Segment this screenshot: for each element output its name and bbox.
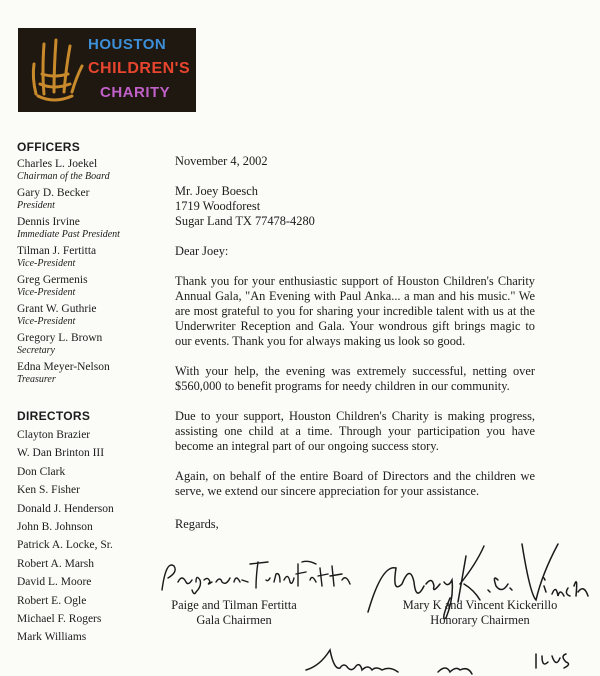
director-name: Ken S. Fisher — [17, 484, 80, 497]
closing: Regards, — [175, 517, 219, 531]
officer-entry — [17, 303, 157, 328]
officer-title: President — [17, 200, 55, 211]
charity-logo — [18, 28, 196, 112]
officers-list — [17, 158, 157, 386]
signature-block-gala — [160, 598, 308, 628]
officer-name: Edna Meyer-Nelson — [17, 361, 110, 373]
officers-heading: OFFICERS — [17, 140, 81, 154]
officer-entry — [17, 361, 157, 386]
director-name: Mark Williams — [17, 631, 87, 644]
director-name: David L. Moore — [17, 576, 92, 589]
director-name: Donald J. Henderson — [17, 502, 114, 515]
signer-name: Paige and Tilman Fertitta — [171, 598, 297, 612]
director-name: Don Clark — [17, 465, 66, 478]
signer-role: Honorary Chairmen — [430, 613, 530, 627]
salutation: Dear Joey: — [175, 244, 229, 258]
officer-entry — [17, 216, 157, 241]
officer-name: Dennis Irvine — [17, 216, 80, 228]
board-sidebar — [17, 140, 157, 647]
officer-name: Gregory L. Brown — [17, 332, 103, 344]
officer-title: Secretary — [17, 345, 55, 356]
letter-paragraph: With your help, the evening was extremely successful, netting over $560,000 to benefit programs for needy children in our community. — [175, 364, 535, 393]
officer-title: Treasurer — [17, 374, 56, 385]
directors-heading: DIRECTORS — [17, 409, 91, 423]
signer-name: Mary K and Vincent Kickerillo — [402, 598, 558, 612]
officer-entry — [17, 158, 157, 183]
recipient-address — [175, 184, 535, 229]
director-name: John B. Johnson — [17, 521, 93, 534]
signature-fertitta — [156, 552, 356, 598]
letter-paragraph: Due to your support, Houston Children's Charity is making progress, assisting one child at a time. Through your participation you have become an integral part of our ongoing success story. — [175, 409, 535, 453]
logo-text-houston: HOUSTON — [88, 36, 167, 53]
officer-name: Charles L. Joekel — [17, 158, 98, 170]
officer-name: Gary D. Becker — [17, 187, 90, 199]
address-line: Sugar Land TX 77478-4280 — [175, 214, 315, 228]
address-line: 1719 Woodforest — [175, 199, 261, 213]
letter-paragraph: Again, on behalf of the entire Board of Directors and the children we serve, we extend our sincere appreciation for your assistance. — [175, 469, 535, 498]
letter-paragraph: Thank you for your enthusiastic support of Houston Children's Charity Annual Gala, "An Evening with Paul Anka... a man and his music." We are most grateful to you for sharing your incredible talent with us at the Underwriter Reception and Gala. Your wondrous gift brings magic to our events. Thank you for always making us look so good. — [175, 274, 535, 348]
officer-title: Immediate Past President — [17, 229, 120, 240]
letter-date: November 4, 2002 — [175, 154, 268, 168]
officer-entry — [17, 187, 157, 212]
handprint-icon — [24, 34, 86, 106]
officer-entry — [17, 274, 157, 299]
director-name: Patrick A. Locke, Sr. — [17, 539, 113, 552]
director-name: Michael F. Rogers — [17, 613, 102, 626]
logo-text-childrens: CHILDREN'S — [88, 60, 191, 77]
officer-name: Greg Germenis — [17, 274, 88, 286]
officer-title: Vice-President — [17, 258, 76, 269]
officer-title: Vice-President — [17, 287, 76, 298]
officer-title: Vice-President — [17, 316, 76, 327]
officer-name: Tilman J. Fertitta — [17, 245, 97, 257]
signer-role: Gala Chairmen — [196, 613, 272, 627]
director-name: Robert E. Ogle — [17, 594, 87, 607]
logo-text-charity: CHARITY — [100, 84, 171, 101]
officer-entry — [17, 245, 157, 270]
handwritten-note — [300, 640, 590, 676]
director-name: W. Dan Brinton III — [17, 447, 105, 460]
address-line: Mr. Joey Boesch — [175, 184, 258, 198]
officer-title: Chairman of the Board — [17, 171, 110, 182]
director-name: Robert A. Marsh — [17, 557, 94, 570]
signature-block-honorary — [380, 598, 580, 628]
officer-entry — [17, 332, 157, 357]
director-name: Clayton Brazier — [17, 429, 91, 441]
officer-name: Grant W. Guthrie — [17, 303, 97, 315]
letter-body — [175, 154, 535, 532]
directors-list — [17, 426, 157, 647]
